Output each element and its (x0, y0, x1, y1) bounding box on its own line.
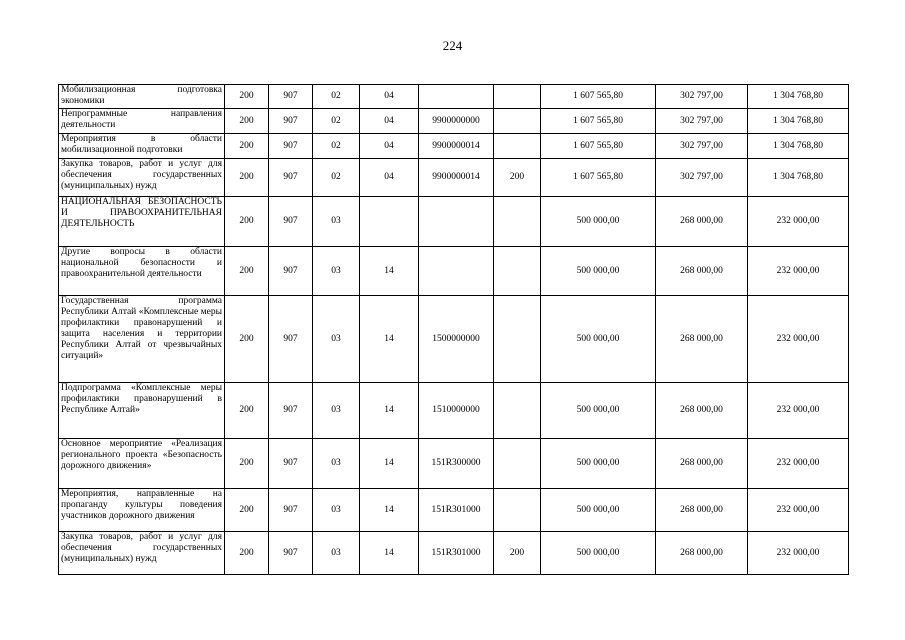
cell-subsection: 14 (360, 383, 419, 439)
cell-section: 03 (313, 489, 360, 532)
page-number: 224 (442, 38, 463, 53)
cell-target-article: 151R300000 (419, 439, 494, 489)
cell-admin-code: 200 (225, 197, 269, 247)
cell-amount-1: 302 797,00 (656, 134, 748, 159)
cell-subsection: 04 (360, 109, 419, 134)
cell-amount-1: 268 000,00 (656, 247, 748, 296)
cell-expense-type (494, 109, 541, 134)
cell-amount-1: 268 000,00 (656, 383, 748, 439)
cell-subsection (360, 197, 419, 247)
cell-target-article: 1510000000 (419, 383, 494, 439)
cell-admin-code: 200 (225, 532, 269, 575)
cell-name: Мобилизационная подготовка экономики (59, 85, 225, 109)
cell-amount-1: 268 000,00 (656, 296, 748, 383)
cell-amount-1: 302 797,00 (656, 85, 748, 109)
cell-target-article: 9900000014 (419, 159, 494, 197)
table-row (59, 134, 849, 159)
cell-amount-2: 232 000,00 (748, 439, 849, 489)
cell-amount-1: 268 000,00 (656, 197, 748, 247)
cell-subsection: 14 (360, 439, 419, 489)
cell-expense-type (494, 296, 541, 383)
cell-amount-2: 232 000,00 (748, 532, 849, 575)
table-row (59, 159, 849, 197)
cell-total: 1 607 565,80 (541, 109, 656, 134)
table-row (59, 296, 849, 383)
cell-admin-code: 200 (225, 247, 269, 296)
cell-section: 03 (313, 247, 360, 296)
cell-amount-2: 1 304 768,80 (748, 85, 849, 109)
cell-subsection: 14 (360, 296, 419, 383)
cell-target-article: 151R301000 (419, 489, 494, 532)
cell-section: 02 (313, 109, 360, 134)
cell-section: 03 (313, 383, 360, 439)
table-row (59, 532, 849, 575)
cell-name: Основное мероприятие «Реализация регионального проекта «Безопасность дорожного движения» (59, 439, 225, 489)
cell-name: Закупка товаров, работ и услуг для обеспечения государственных (муниципальных) нужд (59, 532, 225, 575)
cell-ministry-code: 907 (269, 439, 313, 489)
cell-admin-code: 200 (225, 383, 269, 439)
cell-section: 03 (313, 296, 360, 383)
table-row (59, 489, 849, 532)
cell-section: 03 (313, 197, 360, 247)
cell-name: Закупка товаров, работ и услуг для обеспечения государственных (муниципальных) нужд (59, 159, 225, 197)
cell-amount-2: 1 304 768,80 (748, 159, 849, 197)
cell-expense-type: 200 (494, 159, 541, 197)
cell-target-article: 151R301000 (419, 532, 494, 575)
cell-amount-2: 232 000,00 (748, 197, 849, 247)
cell-total: 500 000,00 (541, 532, 656, 575)
cell-admin-code: 200 (225, 489, 269, 532)
cell-ministry-code: 907 (269, 383, 313, 439)
cell-amount-1: 268 000,00 (656, 532, 748, 575)
cell-name: Подпрограмма «Комплексные меры профилактики правонарушений в Республике Алтай» (59, 383, 225, 439)
table-row (59, 197, 849, 247)
cell-amount-2: 232 000,00 (748, 247, 849, 296)
cell-ministry-code: 907 (269, 134, 313, 159)
cell-amount-2: 232 000,00 (748, 489, 849, 532)
cell-admin-code: 200 (225, 85, 269, 109)
cell-admin-code: 200 (225, 296, 269, 383)
cell-expense-type (494, 439, 541, 489)
cell-target-article (419, 197, 494, 247)
cell-subsection: 04 (360, 85, 419, 109)
cell-amount-1: 268 000,00 (656, 489, 748, 532)
cell-expense-type (494, 247, 541, 296)
cell-section: 02 (313, 85, 360, 109)
cell-total: 500 000,00 (541, 296, 656, 383)
cell-amount-1: 268 000,00 (656, 439, 748, 489)
cell-expense-type (494, 85, 541, 109)
cell-total: 500 000,00 (541, 489, 656, 532)
cell-name: НАЦИОНАЛЬНАЯ БЕЗОПАСНОСТЬ И ПРАВООХРАНИТЕЛЬНАЯ ДЕЯТЕЛЬНОСТЬ (59, 197, 225, 247)
cell-total: 500 000,00 (541, 247, 656, 296)
cell-subsection: 14 (360, 247, 419, 296)
table-row (59, 383, 849, 439)
cell-admin-code: 200 (225, 439, 269, 489)
cell-ministry-code: 907 (269, 85, 313, 109)
cell-expense-type (494, 489, 541, 532)
cell-amount-2: 232 000,00 (748, 383, 849, 439)
cell-ministry-code: 907 (269, 197, 313, 247)
table-row (59, 85, 849, 109)
cell-target-article: 1500000000 (419, 296, 494, 383)
cell-target-article (419, 247, 494, 296)
cell-total: 500 000,00 (541, 439, 656, 489)
cell-admin-code: 200 (225, 134, 269, 159)
cell-amount-1: 302 797,00 (656, 109, 748, 134)
cell-ministry-code: 907 (269, 159, 313, 197)
cell-target-article: 9900000014 (419, 134, 494, 159)
table-row (59, 109, 849, 134)
table-body (59, 85, 849, 575)
table-row (59, 247, 849, 296)
cell-section: 03 (313, 439, 360, 489)
cell-section: 02 (313, 159, 360, 197)
cell-target-article: 9900000000 (419, 109, 494, 134)
cell-name: Мероприятия, направленные на пропаганду культуры поведения участников дорожного движения (59, 489, 225, 532)
cell-total: 1 607 565,80 (541, 134, 656, 159)
cell-total: 1 607 565,80 (541, 85, 656, 109)
budget-table (58, 84, 849, 575)
cell-amount-2: 232 000,00 (748, 296, 849, 383)
cell-amount-2: 1 304 768,80 (748, 109, 849, 134)
cell-amount-2: 1 304 768,80 (748, 134, 849, 159)
cell-subsection: 14 (360, 489, 419, 532)
cell-name: Мероприятия в области мобилизационной подготовки (59, 134, 225, 159)
cell-ministry-code: 907 (269, 489, 313, 532)
cell-expense-type (494, 197, 541, 247)
cell-subsection: 14 (360, 532, 419, 575)
cell-section: 02 (313, 134, 360, 159)
cell-subsection: 04 (360, 134, 419, 159)
cell-name: Государственная программа Республики Алтай «Комплексные меры профилактики правонарушений и защита населения и территории Республики Алтай от чрезвычайных ситуаций» (59, 296, 225, 383)
cell-ministry-code: 907 (269, 296, 313, 383)
cell-subsection: 04 (360, 159, 419, 197)
cell-name: Другие вопросы в области национальной безопасности и правоохранительной деятельности (59, 247, 225, 296)
cell-ministry-code: 907 (269, 247, 313, 296)
table-row (59, 439, 849, 489)
cell-admin-code: 200 (225, 109, 269, 134)
cell-admin-code: 200 (225, 159, 269, 197)
cell-total: 1 607 565,80 (541, 159, 656, 197)
cell-ministry-code: 907 (269, 532, 313, 575)
cell-section: 03 (313, 532, 360, 575)
cell-name: Непрограммные направления деятельности (59, 109, 225, 134)
cell-expense-type: 200 (494, 532, 541, 575)
cell-expense-type (494, 134, 541, 159)
cell-target-article (419, 85, 494, 109)
cell-expense-type (494, 383, 541, 439)
cell-total: 500 000,00 (541, 383, 656, 439)
cell-amount-1: 302 797,00 (656, 159, 748, 197)
cell-ministry-code: 907 (269, 109, 313, 134)
cell-total: 500 000,00 (541, 197, 656, 247)
